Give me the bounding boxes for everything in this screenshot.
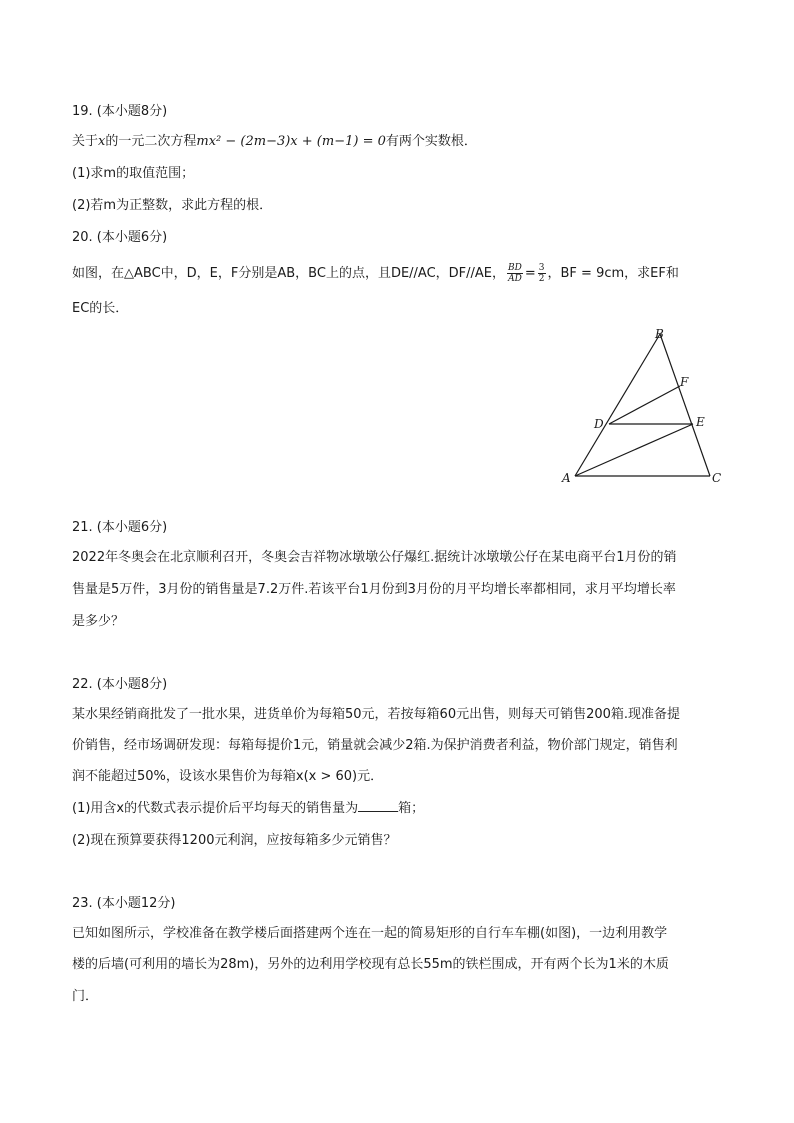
q20-fraction-3-2 xyxy=(538,263,546,284)
q20-frac2-num: 3 xyxy=(538,263,545,273)
q20-frac-den: AD xyxy=(508,274,522,284)
q22-answer-blank xyxy=(358,799,398,812)
q22-part2: (2)现在预算要获得1200元利润，应按每箱多少元销售？ xyxy=(72,833,397,848)
q23-line1: 已知如图所示，学校准备在教学楼后面搭建两个连在一起的简易矩形的自行车车棚(如图)，一边利用教学 xyxy=(72,926,668,941)
segment-bc xyxy=(660,334,710,476)
q19-stem-mid: 的一元二次方程 xyxy=(105,134,197,149)
segment-ae xyxy=(575,424,693,476)
q22-line2: 价销售，经市场调研发现：每箱每提价1元，销量就会减少2箱.为保护消费者利益，物价部门规定，销售利 xyxy=(72,738,678,753)
q23-line2: 楼的后墙(可利用的墙长为28m)，另外的边利用学校现有总长55m的铁栏围成，开有两个长为1米的木质 xyxy=(72,957,669,972)
q20-eq: = xyxy=(524,266,536,281)
point-label-b: B xyxy=(655,327,664,341)
point-label-f: F xyxy=(680,375,689,389)
q20-stem-line1 xyxy=(72,263,679,284)
q20-stem-part-b: ，BF = 9cm，求EF和 xyxy=(547,266,679,281)
segment-df xyxy=(609,386,680,424)
q19-part1: (1)求m的取值范围； xyxy=(72,166,195,181)
point-label-c: C xyxy=(712,471,722,485)
q19-stem-post: 有两个实数根． xyxy=(385,134,477,149)
q21-line3: 是多少？ xyxy=(72,614,125,629)
q23-line3: 门． xyxy=(72,989,99,1004)
q23-header: 23. (本小题12分) xyxy=(72,896,176,911)
q22-header: 22. (本小题8分) xyxy=(72,677,168,692)
segment-ab xyxy=(575,334,660,476)
q21-line1: 2022年冬奥会在北京顺利召开，冬奥会吉祥物冰墩墩公仔爆红.据统计冰墩墩公仔在某电商平台1月份的销 xyxy=(72,550,677,565)
q22-part1 xyxy=(72,799,424,819)
q20-triangle-figure xyxy=(550,320,730,490)
q22-part1-unit: 箱； xyxy=(398,801,425,816)
q19-stem xyxy=(72,132,477,152)
q21-header: 21. (本小题6分) xyxy=(72,520,168,535)
q22-part1-text: (1)用含x的代数式表示提价后平均每天的销售量为 xyxy=(72,801,359,816)
q19-stem-pre: 关于 xyxy=(72,134,99,149)
point-label-a: A xyxy=(562,471,571,485)
q19-stem-var: x xyxy=(98,134,106,149)
q22-line1: 某水果经销商批发了一批水果，进货单价为每箱50元，若按每箱60元出售，则每天可销售200箱.现准备提 xyxy=(72,707,681,722)
q20-frac-num: BD xyxy=(508,263,522,273)
q19-part2: (2)若m为正整数，求此方程的根． xyxy=(72,198,273,213)
q22-line3: 润不能超过50%，设该水果售价为每箱x(x > 60)元． xyxy=(72,769,384,784)
q19-equation: mx² − (2m−3)x + (m−1) = 0 xyxy=(196,134,386,149)
q20-header: 20. (本小题6分) xyxy=(72,230,168,245)
q20-fraction-bd-ad xyxy=(507,263,523,284)
q21-line2: 售量是5万件，3月份的销售量是7.2万件.若该平台1月份到3月份的月平均增长率都相同，求月平均增长率 xyxy=(72,582,676,597)
q20-frac2-den: 2 xyxy=(538,274,545,284)
q20-stem-line2: EC的长． xyxy=(72,301,129,316)
q19-header: 19. (本小题8分) xyxy=(72,104,168,119)
point-label-d: D xyxy=(594,417,604,431)
point-label-e: E xyxy=(696,415,705,429)
q20-stem-part-a: 如图，在△ABC中，D，E，F分别是AB，BC上的点，且DE//AC，DF//AE， xyxy=(72,266,506,281)
